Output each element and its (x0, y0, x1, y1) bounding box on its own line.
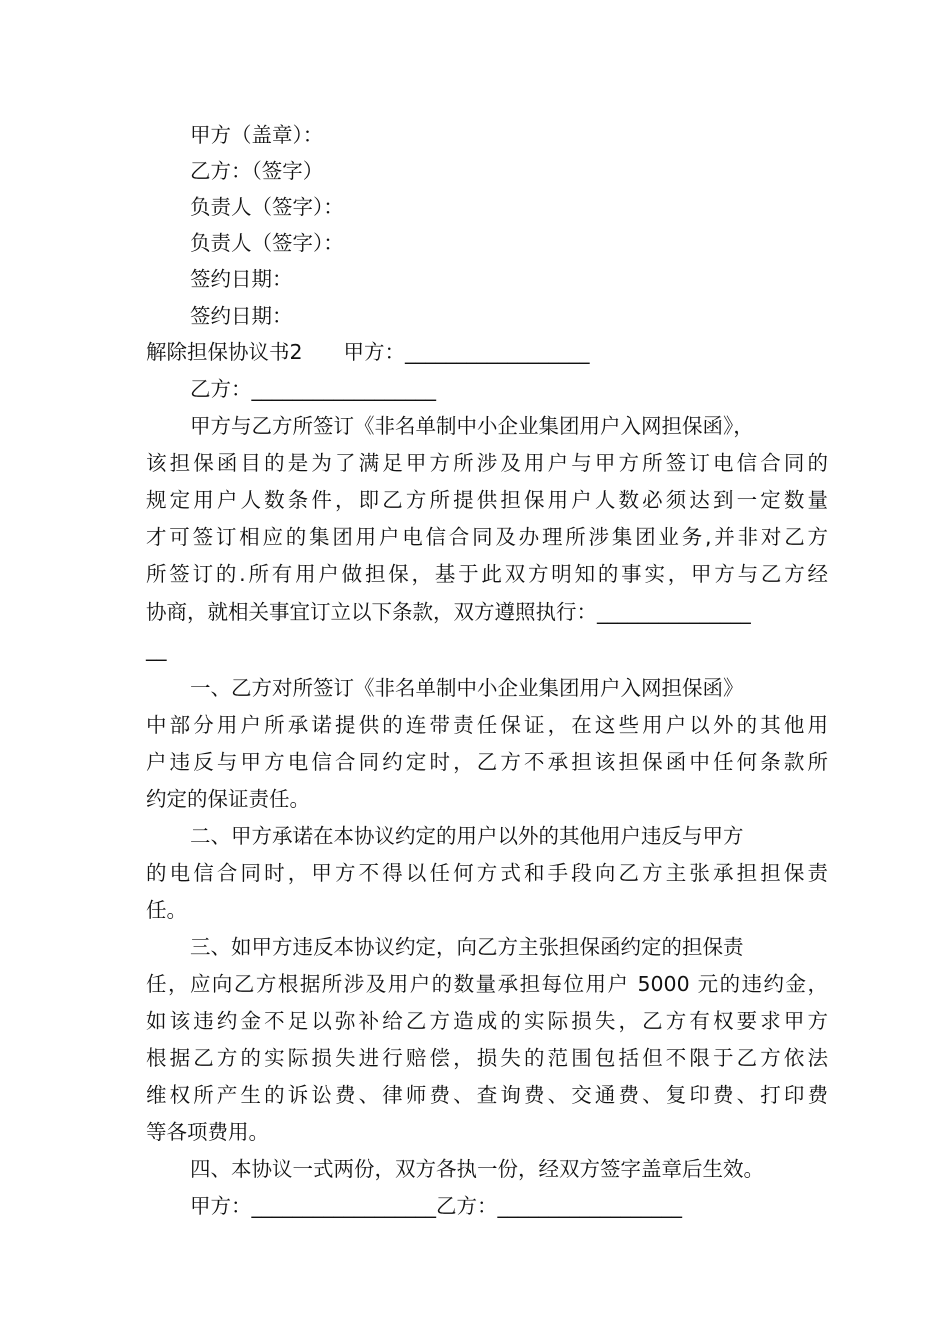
clause-4-line: 四、本协议一式两份，双方各执一份，经双方签字盖章后生效。 (190, 1157, 764, 1181)
agreement-party-b-line: 乙方：__________________ (190, 377, 436, 401)
intro-line: 该担保函目的是为了满足甲方所涉及用户与甲方所签订电信合同的 (146, 451, 828, 475)
agreement-title-line: 解除担保协议书2 甲方：__________________ (146, 340, 590, 364)
final-signature-line: 甲方：__________________乙方：__________________ (190, 1194, 682, 1218)
clause-2-line: 的电信合同时，甲方不得以任何方式和手段向乙方主张承担担保责 (146, 861, 828, 885)
intro-line: 所签订的.所有用户做担保，基于此双方明知的事实，甲方与乙方经 (146, 562, 828, 586)
clause-3-line: 任，应向乙方根据所涉及用户的数量承担每位用户 5000 元的违约金， (146, 972, 828, 996)
clause-3-line: 根据乙方的实际损失进行赔偿，损失的范围包括但不限于乙方依法 (146, 1046, 828, 1070)
principal-line-1: 负责人（签字）： (190, 195, 344, 219)
intro-line: 甲方与乙方所签订《非名单制中小企业集团用户入网担保函》， (190, 414, 754, 438)
clause-3-line: 等各项费用。 (146, 1120, 269, 1144)
clause-2-line: 二、甲方承诺在本协议约定的用户以外的其他用户违反与甲方 (190, 824, 744, 848)
clause-2-line: 任。 (146, 898, 187, 922)
party-b-sign-line: 乙方：（签字） (190, 159, 324, 183)
clause-3-line: 如该违约金不足以弥补给乙方造成的实际损失，乙方有权要求甲方 (146, 1009, 828, 1033)
principal-line-2: 负责人（签字）： (190, 231, 344, 255)
intro-line: 规定用户人数条件，即乙方所提供担保用户人数必须达到一定数量 (146, 488, 828, 512)
party-a-seal-line: 甲方（盖章）： (190, 123, 324, 147)
intro-line: __ (146, 637, 167, 661)
clause-1-line: 户违反与甲方电信合同约定时，乙方不承担该担保函中任何条款所 (146, 750, 828, 774)
intro-line: 才可签订相应的集团用户电信合同及办理所涉集团业务,并非对乙方 (146, 525, 828, 549)
intro-line: 协商，就相关事宜订立以下条款，双方遵照执行：_______________ (146, 600, 751, 624)
clause-3-line: 维权所产生的诉讼费、律师费、查询费、交通费、复印费、打印费 (146, 1083, 828, 1107)
sign-date-line-2: 签约日期： (190, 304, 293, 328)
sign-date-line-1: 签约日期： (190, 267, 293, 291)
clause-1-line: 一、乙方对所签订《非名单制中小企业集团用户入网担保函》 (190, 676, 744, 700)
clause-1-line: 约定的保证责任。 (146, 787, 310, 811)
clause-3-line: 三、如甲方违反本协议约定，向乙方主张担保函约定的担保责 (190, 935, 744, 959)
clause-1-line: 中部分用户所承诺提供的连带责任保证，在这些用户以外的其他用 (146, 713, 828, 737)
